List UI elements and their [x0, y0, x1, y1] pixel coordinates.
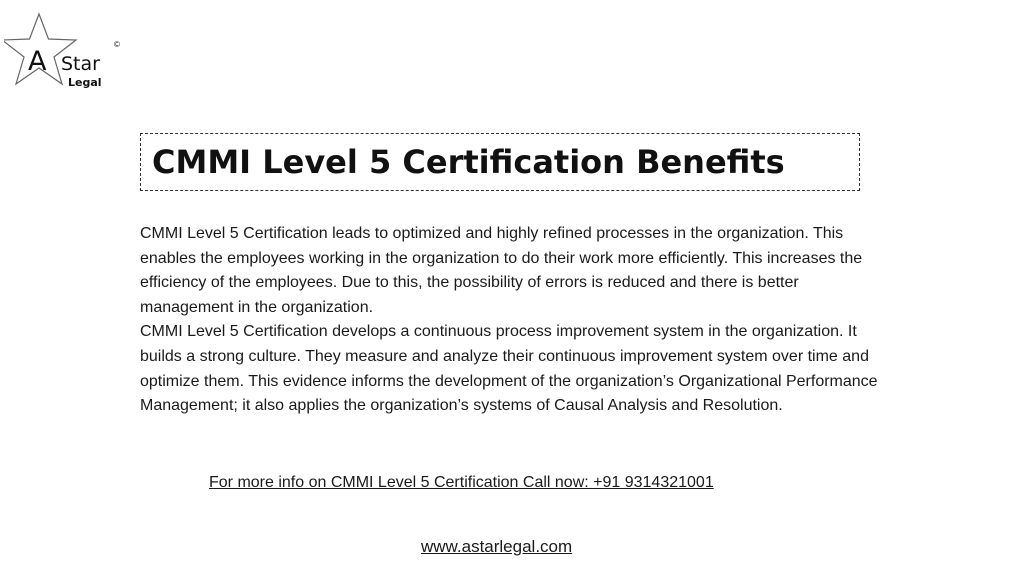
page-title: CMMI Level 5 Certification Benefits — [152, 143, 785, 181]
paragraph-1: CMMI Level 5 Certification leads to optimized and highly refined processes in the organization. This enables the employees working in the organization to do their work more efficiently. This increases the efficiency of the employees. Due to this, the possibility of errors is reduced and there is better management in the organization. — [140, 225, 863, 316]
logo-subtitle: Legal — [68, 76, 102, 89]
copyright-mark: © — [114, 40, 120, 49]
logo-letter: A — [28, 46, 47, 77]
call-now-link[interactable]: For more info on CMMI Level 5 Certification Call now: +91 9314321001 — [209, 474, 714, 491]
website-link[interactable]: www.astarlegal.com — [421, 537, 573, 556]
title-box — [140, 133, 860, 191]
logo-word: Star — [61, 53, 100, 75]
body-text — [140, 222, 884, 419]
brand-logo — [4, 12, 134, 92]
paragraph-2: CMMI Level 5 Certification develops a continuous process improvement system in the organization. It builds a strong culture. They measure and analyze their continuous improvement system over time and optimize them. This evidence informs the development of the organization’s Organizational Performance Management; it also applies the organization’s systems of Causal Analysis and Resolution. — [140, 323, 878, 415]
